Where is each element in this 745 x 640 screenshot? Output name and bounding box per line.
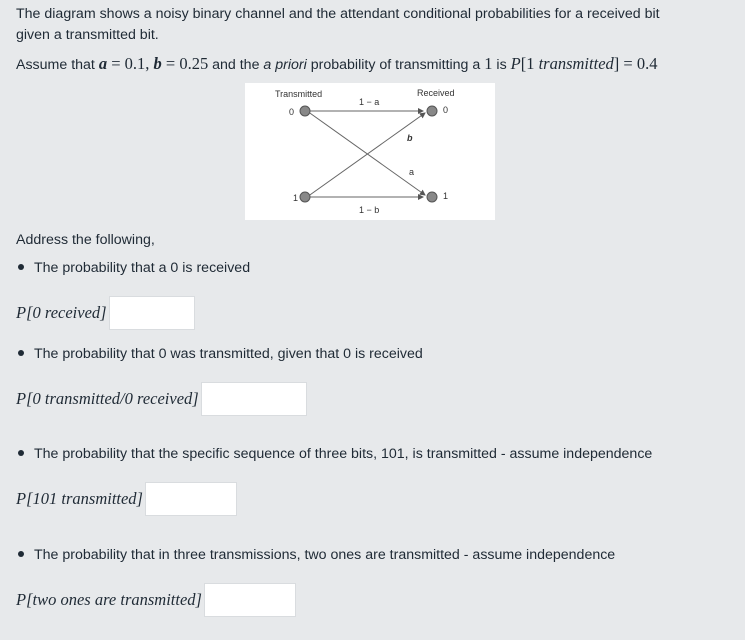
node-t0-label: 0: [289, 107, 295, 117]
question-3-label: P[101 transmitted]: [16, 489, 143, 508]
node-r0-label: 0: [443, 105, 449, 115]
question-1-row: [16, 296, 195, 330]
intro-line-2: given a transmitted bit.: [16, 27, 159, 43]
question-4-label: P[two ones are transmitted]: [16, 590, 202, 609]
node-t1: [300, 192, 310, 202]
question-1-bullet: The probability that a 0 is received: [16, 260, 250, 276]
question-2-label: P[0 transmitted/0 received]: [16, 389, 199, 408]
node-r0: [427, 106, 437, 116]
bullet-dot: [18, 450, 24, 456]
bullet-dot: [18, 264, 24, 270]
address-heading: Address the following,: [16, 232, 155, 248]
node-r1-label: 1: [443, 191, 449, 201]
node-t0: [300, 106, 310, 116]
channel-diagram: [245, 83, 495, 220]
node-r1: [427, 192, 437, 202]
answer-input-p101-transmitted[interactable]: [145, 482, 237, 516]
node-t1-label: 1: [293, 193, 299, 203]
edge-1-to-0: [307, 113, 425, 197]
bullet-dot: [18, 551, 24, 557]
intro-line-1: The diagram shows a noisy binary channel and the attendant conditional probabilities for a received bit: [16, 6, 660, 22]
answer-input-p0-received[interactable]: [109, 296, 195, 330]
question-4-row: [16, 583, 296, 617]
question-2-row: [16, 382, 307, 416]
answer-input-p-two-ones-transmitted[interactable]: [204, 583, 296, 617]
answer-input-p0-transmitted-given-0-received[interactable]: [201, 382, 307, 416]
question-1-label: P[0 received]: [16, 303, 107, 322]
question-2-bullet: The probability that 0 was transmitted, given that 0 is received: [16, 346, 423, 362]
edge-a-label: a: [409, 167, 415, 177]
bullet-dot: [18, 350, 24, 356]
received-label: Received: [417, 88, 455, 98]
edge-0-to-1: [307, 111, 425, 195]
transmitted-label: Transmitted: [275, 89, 323, 99]
edge-bottom-label: 1 − b: [359, 205, 380, 215]
question-3-bullet: The probability that the specific sequence of three bits, 101, is transmitted - assume independence: [16, 446, 652, 462]
edge-b-label: b: [407, 133, 413, 143]
channel-diagram-svg: [245, 83, 495, 220]
assumption-line: Assume that a = 0.1, b = 0.25 and the a priori probability of transmitting a 1 is P[1 transmitted] = 0.4: [16, 54, 658, 73]
question-4-bullet: The probability that in three transmissions, two ones are transmitted - assume independence: [16, 547, 615, 563]
edge-top-label: 1 − a: [359, 97, 380, 107]
question-3-row: [16, 482, 237, 516]
